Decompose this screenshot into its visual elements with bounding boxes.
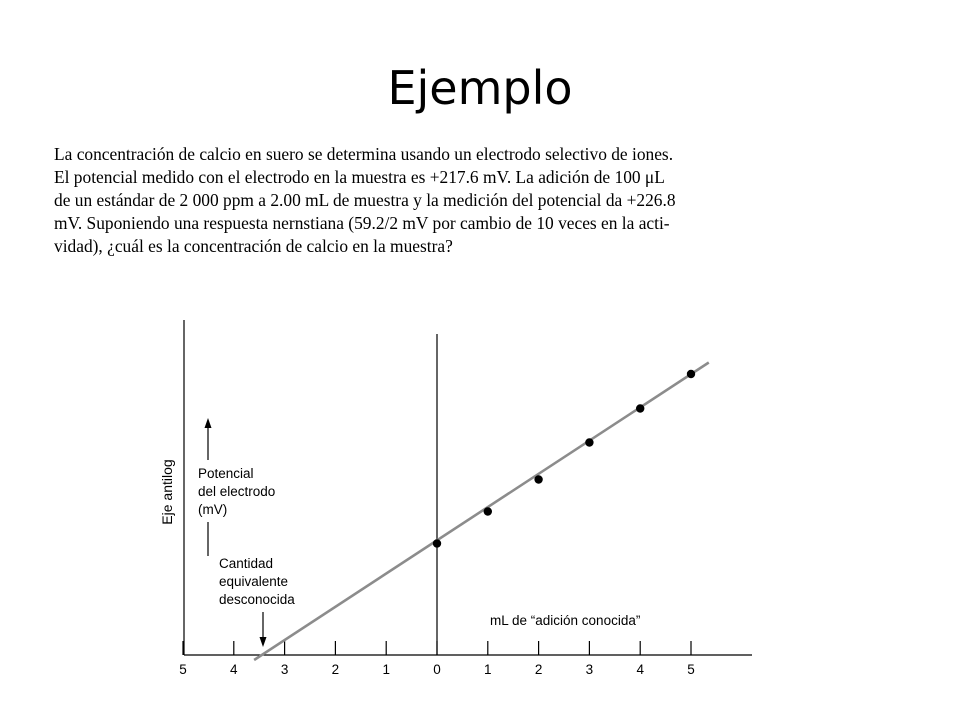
data-point [687, 370, 695, 378]
x-tick-label: 1 [484, 662, 492, 677]
unknown-label: desconocida [219, 592, 295, 607]
potential-label: del electrodo [198, 484, 276, 499]
unknown-label: equivalente [219, 574, 289, 589]
data-point [484, 507, 492, 515]
problem-line: El potencial medido con el electrodo en la muestra es +217.6 mV. La adición de 100 μL [54, 167, 665, 187]
problem-line: La concentración de calcio en suero se determina usando un electrodo selectivo de iones. [54, 144, 674, 164]
x-axis-ticks [183, 641, 691, 655]
x-tick-label: 3 [280, 662, 289, 677]
x-axis-tick-labels [179, 662, 695, 677]
problem-line: vidad), ¿cuál es la concentración de calcio en la muestra? [54, 236, 453, 256]
data-point [585, 438, 593, 446]
slide-title: Ejemplo [387, 61, 573, 115]
x-tick-label: 3 [585, 662, 594, 677]
potential-label: (mV) [198, 502, 228, 517]
unknown-label: Cantidad [219, 556, 274, 571]
data-point [636, 404, 644, 412]
up-arrow-icon [205, 418, 212, 428]
x-tick-label: 2 [331, 662, 340, 677]
problem-line: de un estándar de 2 000 ppm a 2.00 mL de muestra y la medición del potencial da +226.8 [54, 190, 676, 210]
x-tick-label: 0 [433, 662, 441, 677]
y-axis-label: Eje antilog [159, 459, 175, 525]
x-tick-label: 5 [687, 662, 695, 677]
x-tick-label: 2 [534, 662, 543, 677]
x-tick-label: 4 [636, 662, 644, 677]
x-tick-label: 1 [382, 662, 390, 677]
x-tick-label: 4 [230, 662, 238, 677]
data-point [433, 539, 441, 547]
down-arrow-icon [260, 637, 267, 647]
problem-line: mV. Suponiendo una respuesta nernstiana (59.2/2 mV por cambio de 10 veces en la acti- [54, 213, 670, 233]
potential-label: Potencial [198, 466, 254, 481]
x-tick-label: 5 [179, 662, 187, 677]
data-point [534, 475, 542, 483]
x-axis-label: mL de “adición conocida” [490, 613, 641, 628]
